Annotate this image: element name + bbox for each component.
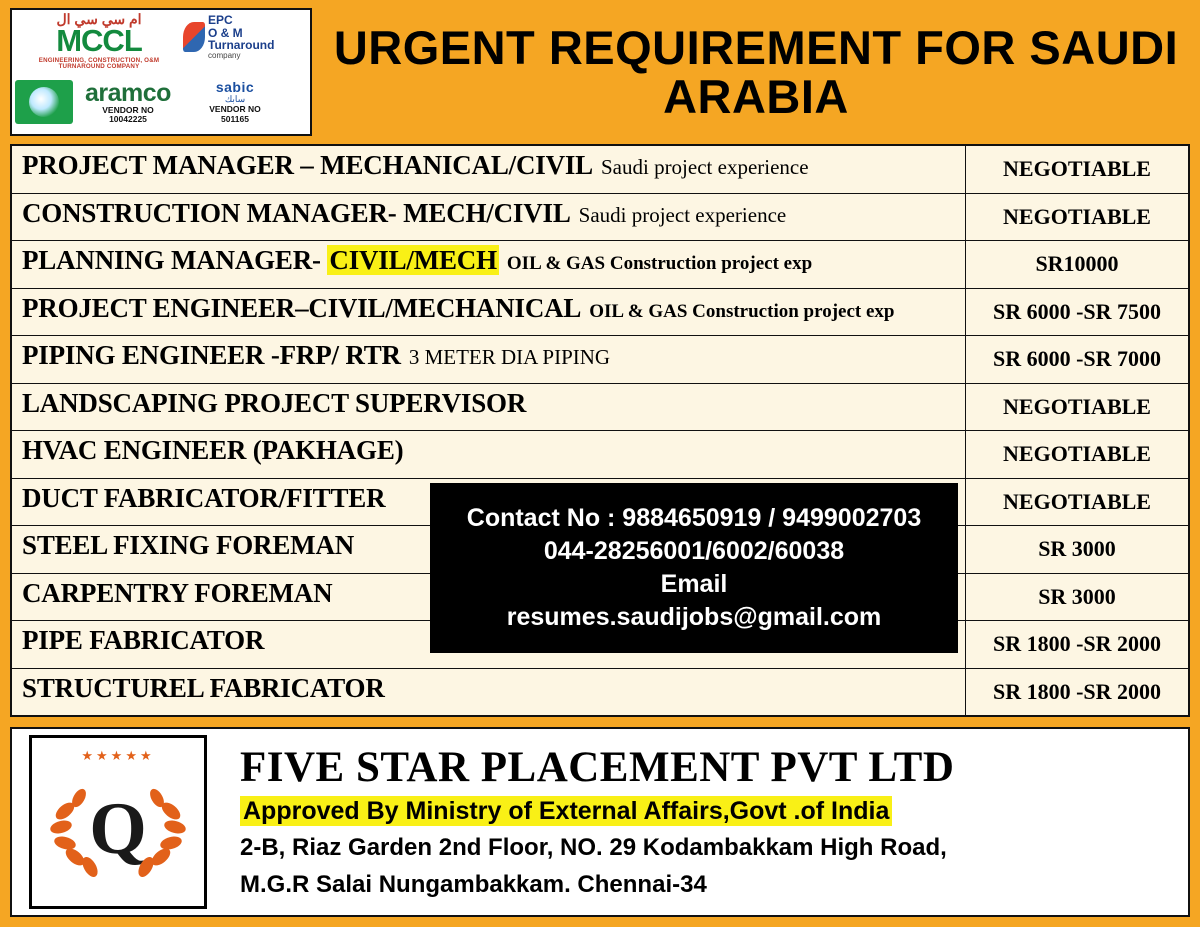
job-title: CONSTRUCTION MANAGER- MECH/CIVIL bbox=[22, 197, 571, 228]
job-title: DUCT FABRICATOR/FITTER bbox=[22, 482, 386, 513]
contact-email-label: Email bbox=[660, 570, 728, 598]
sabic-vendor-label: VENDOR NO bbox=[209, 104, 261, 115]
aramco-vendor-label: VENDOR NO bbox=[102, 105, 154, 116]
job-salary: NEGOTIABLE bbox=[965, 431, 1188, 478]
table-row bbox=[12, 194, 1188, 242]
job-title: PROJECT ENGINEER–CIVIL/MECHANICAL bbox=[22, 292, 582, 323]
job-title-cell bbox=[12, 431, 965, 478]
job-experience: Saudi project experience bbox=[600, 155, 809, 179]
job-title-cell bbox=[12, 669, 965, 716]
table-row bbox=[12, 289, 1188, 337]
mccl-arabic-text: ام سي سي ال bbox=[56, 11, 142, 27]
logo-bottom-row bbox=[15, 76, 307, 128]
aramco-vendor-number: 10042225 bbox=[109, 114, 147, 125]
epc-line-1: EPC bbox=[208, 13, 233, 27]
job-title: STEEL FIXING FOREMAN bbox=[22, 530, 355, 560]
mccl-logo-box bbox=[10, 8, 312, 136]
job-title: LANDSCAPING PROJECT SUPERVISOR bbox=[22, 387, 527, 418]
job-salary: SR 3000 bbox=[965, 526, 1188, 573]
job-experience: Saudi project experience bbox=[578, 202, 787, 227]
job-title: PIPING ENGINEER -FRP/ RTR bbox=[22, 340, 401, 370]
epc-logo-text bbox=[208, 14, 274, 60]
job-experience: 3 METER DIA PIPING bbox=[408, 345, 611, 369]
job-salary: SR 6000 -SR 7000 bbox=[965, 336, 1188, 383]
contact-phone-line: Contact No : 9884650919 / 9499002703 bbox=[466, 504, 922, 532]
job-title-cell bbox=[12, 194, 965, 241]
mccl-tagline: ENGINEERING, CONSTRUCTION, O&M TURNAROUND COMPANY bbox=[38, 57, 160, 71]
headline-banner bbox=[322, 8, 1190, 136]
sabic-arabic-text: سابك bbox=[224, 94, 246, 105]
sabic-vendor-number: 501165 bbox=[221, 113, 249, 124]
agency-logo-letter: Q bbox=[89, 788, 147, 870]
mccl-logo bbox=[15, 12, 183, 70]
table-row bbox=[12, 384, 1188, 432]
aramco-emblem-icon bbox=[15, 80, 73, 124]
job-salary: SR 1800 -SR 2000 bbox=[965, 621, 1188, 668]
contact-email-address: resumes.saudijobs@gmail.com bbox=[506, 603, 882, 631]
job-salary: SR 1800 -SR 2000 bbox=[965, 669, 1188, 716]
wreath-icon bbox=[43, 765, 193, 885]
job-salary: SR10000 bbox=[965, 241, 1188, 288]
contact-landline: 044-28256001/6002/60038 bbox=[543, 537, 845, 565]
job-title-cell bbox=[12, 146, 965, 193]
job-title: CARPENTRY FOREMAN bbox=[22, 577, 333, 608]
swoosh-icon bbox=[183, 22, 205, 52]
agency-name: FIVE STAR PLACEMENT PVT LTD bbox=[240, 743, 955, 791]
table-row bbox=[12, 669, 1188, 716]
agency-address-line-2: M.G.R Salai Nungambakkam. Chennai-34 bbox=[240, 871, 707, 899]
contact-box bbox=[430, 483, 958, 653]
job-title-cell bbox=[12, 336, 965, 383]
job-experience: OIL & GAS Construction project exp bbox=[589, 300, 895, 322]
mccl-wordmark: MCCL bbox=[56, 23, 142, 58]
job-title-cell bbox=[12, 289, 965, 336]
poster-header bbox=[10, 8, 1190, 136]
job-title-cell bbox=[12, 384, 965, 431]
headline-text: URGENT REQUIREMENT FOR SAUDI ARABIA bbox=[333, 20, 1179, 123]
agency-details bbox=[224, 729, 1188, 915]
table-row bbox=[12, 146, 1188, 194]
approval-note-text: Approved By Ministry of External Affairs,Govt .of India bbox=[240, 796, 892, 826]
table-row bbox=[12, 431, 1188, 479]
epc-logo bbox=[183, 12, 307, 60]
approval-note bbox=[240, 797, 1182, 826]
aramco-logo bbox=[73, 80, 183, 124]
table-row bbox=[12, 241, 1188, 289]
logo-top-row bbox=[15, 12, 307, 74]
job-title: HVAC ENGINEER (PAKHAGE) bbox=[22, 435, 404, 465]
job-experience: OIL & GAS Construction project exp bbox=[506, 253, 813, 274]
agency-address-line-1: 2-B, Riaz Garden 2nd Floor, NO. 29 Kodambakkam High Road, bbox=[240, 834, 947, 862]
job-salary: NEGOTIABLE bbox=[965, 146, 1188, 193]
poster-footer bbox=[10, 727, 1190, 917]
job-title: PLANNING MANAGER- CIVIL/MECH bbox=[22, 245, 497, 275]
job-salary: NEGOTIABLE bbox=[965, 384, 1188, 431]
job-title: PIPE FABRICATOR bbox=[22, 625, 265, 655]
aramco-wordmark: aramco bbox=[85, 78, 171, 107]
epc-line-3: Turnaround bbox=[208, 38, 275, 53]
epc-line-4: company bbox=[208, 50, 241, 60]
job-title: STRUCTUREL FABRICATOR bbox=[22, 672, 385, 703]
sabic-logo bbox=[183, 80, 287, 124]
epc-line-2: O & M bbox=[208, 25, 243, 40]
job-title-cell bbox=[12, 241, 965, 288]
table-row bbox=[12, 336, 1188, 384]
job-title-highlight: CIVIL/MECH bbox=[329, 245, 497, 275]
sabic-wordmark: sabic bbox=[215, 79, 255, 96]
job-title: PROJECT MANAGER – MECHANICAL/CIVIL bbox=[22, 150, 593, 180]
job-salary: SR 3000 bbox=[965, 574, 1188, 621]
stars-icon: ★★★★★ bbox=[81, 748, 155, 763]
job-salary: NEGOTIABLE bbox=[965, 479, 1188, 526]
job-salary: NEGOTIABLE bbox=[965, 194, 1188, 241]
agency-logo-box bbox=[12, 729, 224, 915]
agency-logo bbox=[29, 735, 207, 909]
job-salary: SR 6000 -SR 7500 bbox=[965, 289, 1188, 336]
